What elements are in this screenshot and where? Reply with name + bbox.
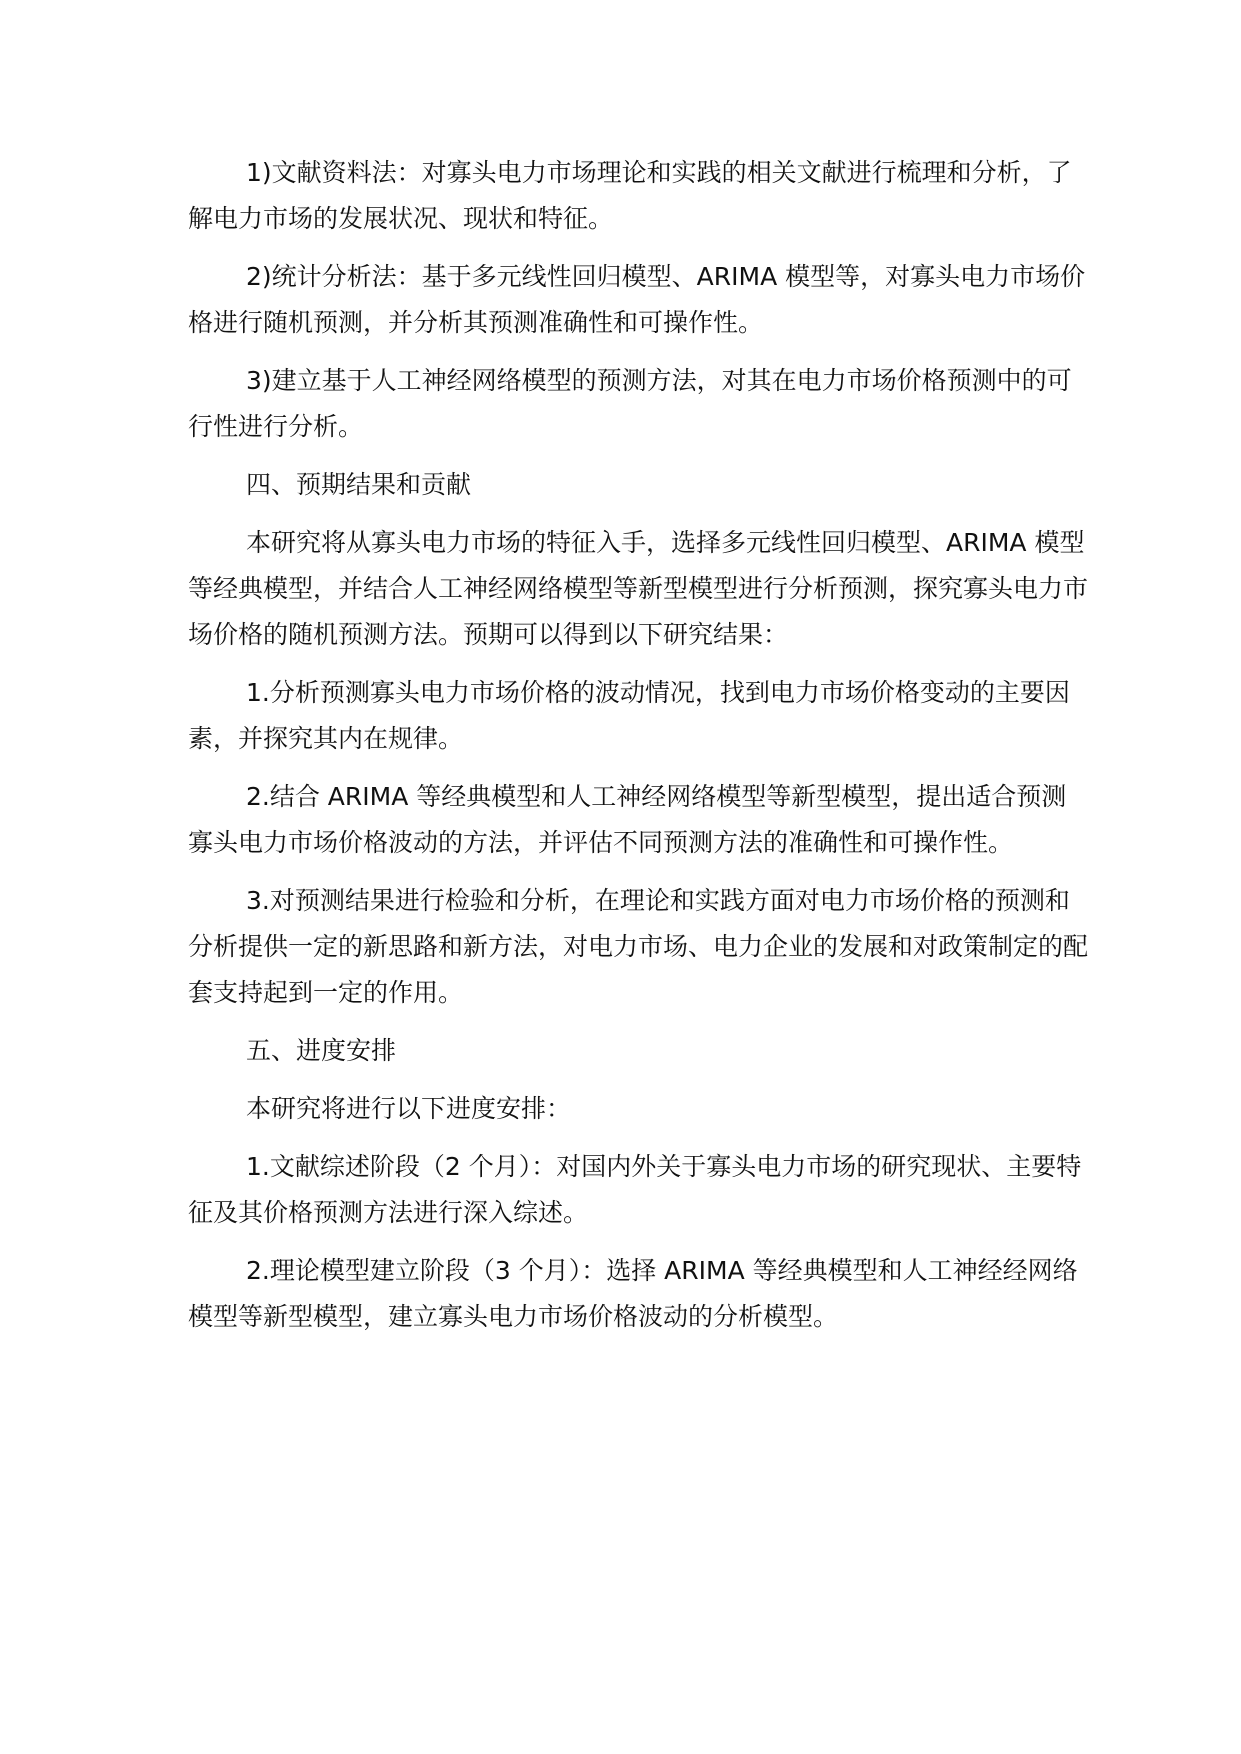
paragraph-schedule-stage-2: 2.理论模型建立阶段（3 个月）：选择 ARIMA 等经典模型和人工神经经网络模型等新型模型，建立寡头电力市场价格波动的分析模型。 [188,1256,1078,1331]
paragraph-expected-results-intro: 本研究将从寡头电力市场的特征入手，选择多元线性回归模型、ARIMA 模型等经典模型，并结合人工神经网络模型等新型模型进行分析预测，探究寡头电力市场价格的随机预测方法。预期可以得到以下研究结果： [188,528,1089,649]
paragraph-method-neural-network: 3)建立基于人工神经网络模型的预测方法，对其在电力市场价格预测中的可行性进行分析。 [188,366,1072,441]
paragraph-method-statistics: 2)统计分析法：基于多元线性回归模型、ARIMA 模型等，对寡头电力市场价格进行随机预测，并分析其预测准确性和可操作性。 [188,262,1086,337]
section-heading-schedule: 五、进度安排 [246,1036,397,1065]
document-body [188,150,1088,1352]
section-heading-expected-results: 四、预期结果和贡献 [246,470,472,499]
paragraph-result-3: 3.对预测结果进行检验和分析，在理论和实践方面对电力市场价格的预测和分析提供一定的新思路和新方法，对电力市场、电力企业的发展和对政策制定的配套支持起到一定的作用。 [188,886,1089,1007]
paragraph-schedule-stage-1: 1.文献综述阶段（2 个月）：对国内外关于寡头电力市场的研究现状、主要特征及其价格预测方法进行深入综述。 [188,1152,1082,1227]
paragraph-result-1: 1.分析预测寡头电力市场价格的波动情况，找到电力市场价格变动的主要因素，并探究其内在规律。 [188,678,1070,753]
paragraph-schedule-intro: 本研究将进行以下进度安排： [246,1094,572,1123]
paragraph-result-2: 2.结合 ARIMA 等经典模型和人工神经网络模型等新型模型，提出适合预测寡头电力市场价格波动的方法，并评估不同预测方法的准确性和可操作性。 [188,782,1067,857]
paragraph-method-literature: 1)文献资料法：对寡头电力市场理论和实践的相关文献进行梳理和分析，了解电力市场的发展状况、现状和特征。 [188,158,1072,233]
